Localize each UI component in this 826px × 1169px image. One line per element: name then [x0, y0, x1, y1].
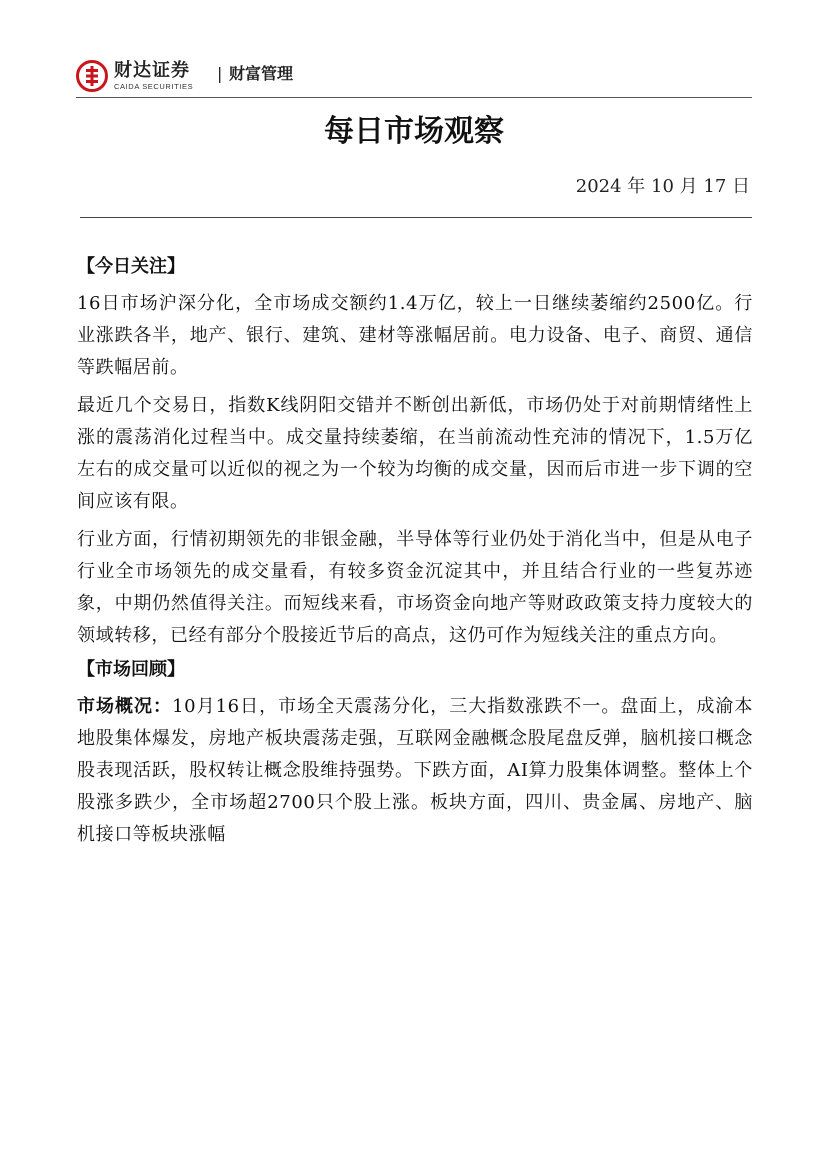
brand-name-cn: 财达证券 — [114, 60, 190, 81]
section-heading: 【市场回顾】 — [77, 659, 185, 680]
division-name: 财富管理 — [229, 64, 294, 83]
header-divider — [76, 97, 752, 98]
section-today-focus — [77, 255, 753, 652]
brand-separator: | — [217, 64, 223, 83]
page-header — [76, 56, 752, 98]
caida-logo-icon — [76, 60, 108, 92]
section-market-review — [77, 658, 753, 851]
paragraph — [77, 288, 753, 384]
paragraph-lead: 市场概况： — [77, 696, 173, 717]
title-divider — [80, 217, 752, 218]
paragraph-text: 16日市场沪深分化，全市场成交额约1.4万亿，较上一日继续萎缩约2500亿。行业涨跌各半，地产、银行、建筑、建材等涨幅居前。电力设备、电子、商贸、通信等跌幅居前。 — [77, 293, 753, 378]
paragraph — [77, 524, 753, 652]
paragraph-text: 最近几个交易日，指数K线阴阳交错并不断创出新低，市场仍处于对前期情绪性上涨的震荡消化过程当中。成交量持续萎缩，在当前流动性充沛的情况下，1.5万亿左右的成交量可以近似的视之为一个较为均衡的成交量，因而后市进一步下调的空间应该有限。 — [77, 395, 753, 512]
paragraph-text: 10月16日，市场全天震荡分化，三大指数涨跌不一。盘面上，成渝本地股集体爆发，房地产板块震荡走强，互联网金融概念股尾盘反弹，脑机接口概念股表现活跃，股权转让概念股维持强势。下跌方面，AI算力股集体调整。整体上个股涨多跌少，全市场超2700只个股上涨。板块方面，四川、贵金属、房地产、脑机接口等板块涨幅 — [77, 696, 753, 845]
paragraph — [77, 390, 753, 518]
paragraph-text: 行业方面，行情初期领先的非银金融，半导体等行业仍处于消化当中，但是从电子行业全市场领先的成交量看，有较多资金沉淀其中，并且结合行业的一些复苏迹象，中期仍然值得关注。而短线来看，市场资金向地产等财政政策支持力度较大的领域转移，已经有部分个股接近节后的高点，这仍可作为短线关注的重点方向。 — [77, 529, 753, 646]
document-date: 2024 年 10 月 17 日 — [575, 176, 750, 197]
document-body — [77, 255, 753, 857]
document-title: 每日市场观察 — [324, 114, 504, 149]
paragraph — [77, 691, 753, 851]
brand-name-en: CAIDA SECURITIES — [114, 82, 194, 91]
section-heading: 【今日关注】 — [77, 256, 185, 277]
